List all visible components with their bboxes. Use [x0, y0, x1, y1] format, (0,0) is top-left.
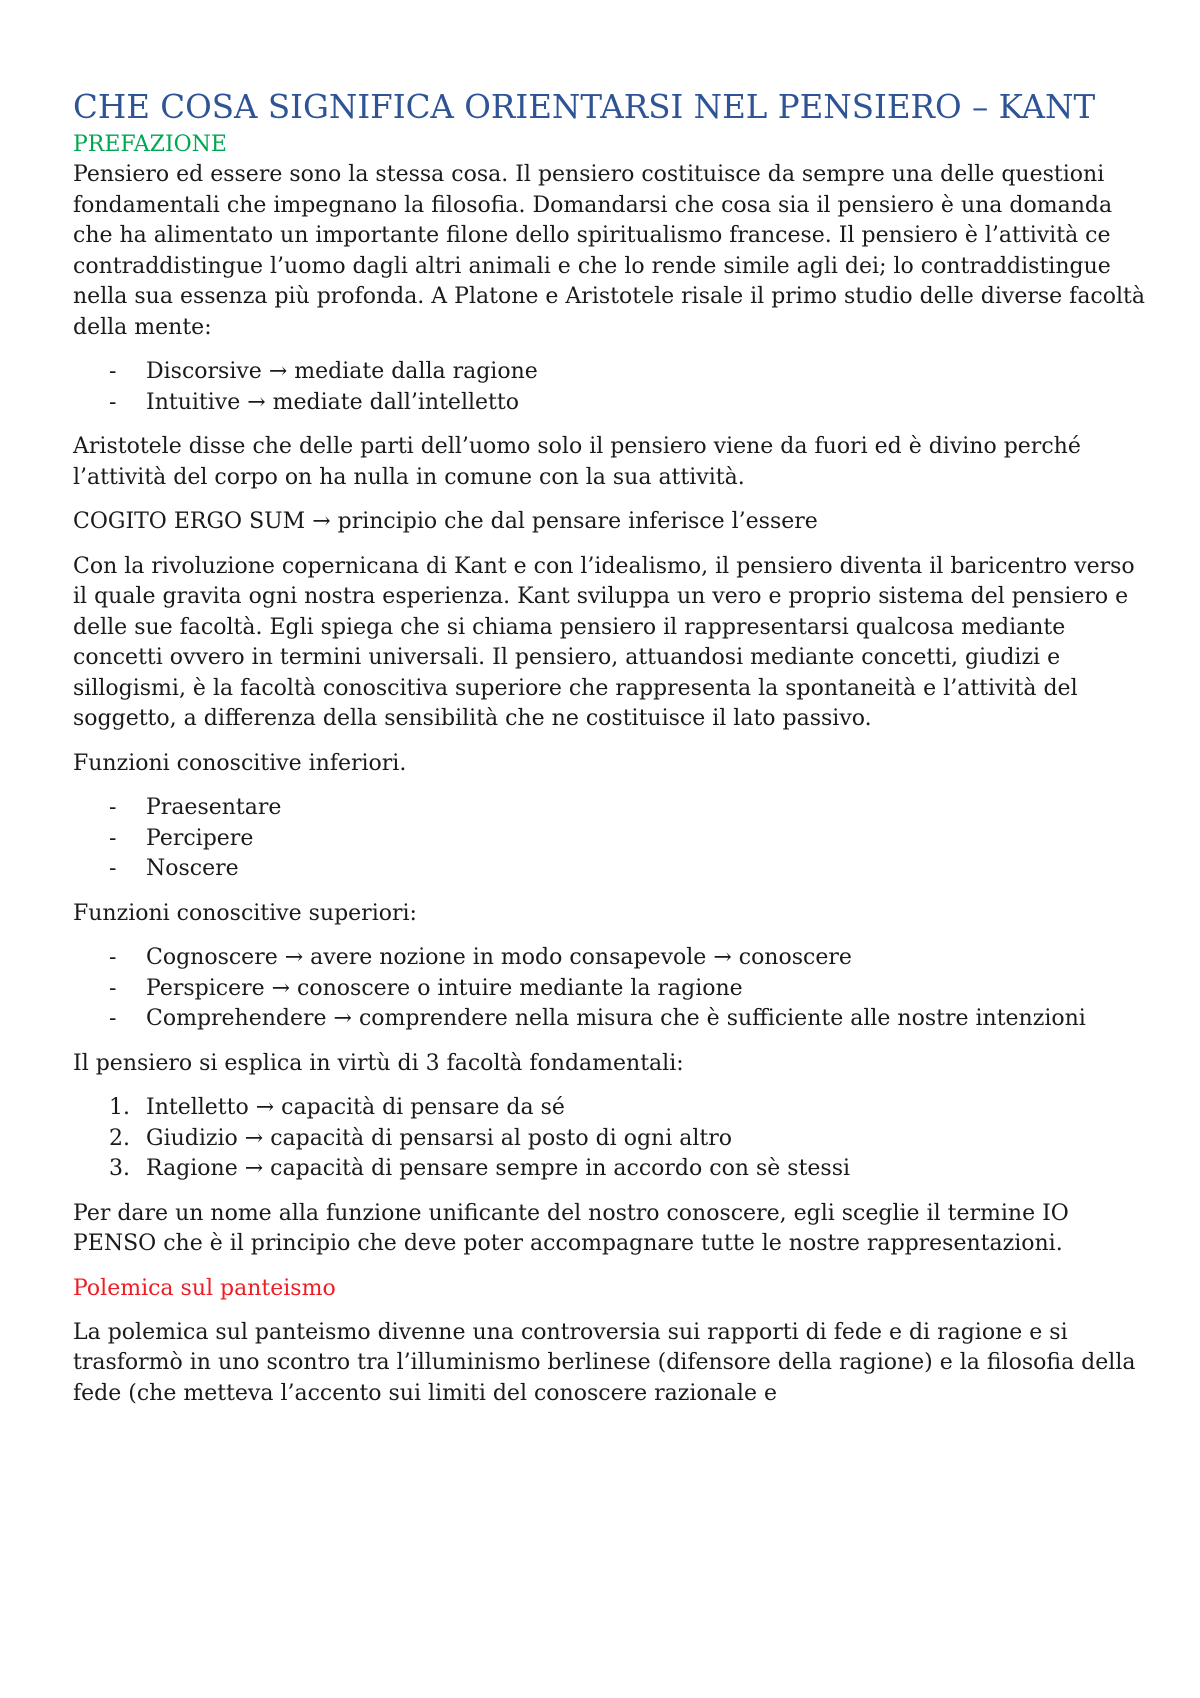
section-heading-polemica: Polemica sul panteismo	[73, 1275, 336, 1301]
paragraph: La polemica sul panteismo divenne una controversia sui rapporti di fede e di ragione e si trasformò in uno scontro tra l’illuminismo berlinese (difensore della ragione) e la filosofia della fede (che metteva l’accento sui limiti del conoscere razionale e	[73, 1319, 1136, 1406]
list-item: - Cognoscere → avere nozione in modo consapevole → conoscere	[73, 943, 1148, 974]
dash-marker: -	[109, 795, 117, 820]
paragraph: Pensiero ed essere sono la stessa cosa. Il pensiero costituisce da sempre una delle questioni fondamentali che impegnano la filosofia. Domandarsi che cosa sia il pensiero è una domanda che ha alimentato un importante filone dello spiritualismo francese. Il pensiero è l’attività ce contraddistingue l’uomo dagli altri animali e che lo rende simile agli dei; lo contraddistingue nella sua essenza più profonda. A Platone e Aristotele risale il primo studio delle diverse facoltà della mente:	[73, 162, 1145, 340]
paragraph: Con la rivoluzione copernicana di Kant e con l’idealismo, il pensiero diventa il baricentro verso il quale gravita ogni nostra esperienza. Kant sviluppa un vero e proprio sistema del pensiero e delle sue facoltà. Egli spiega che si chiama pensiero il rappresentarsi qualcosa mediante concetti ovvero in termini universali. Il pensiero, attuandosi mediante concetti, giudizi e sillogismi, è la facoltà conoscitiva superiore che rappresenta la spontaneità e l’attività del soggetto, a differenza della sensibilità che ne costituisce il lato passivo.	[73, 553, 1135, 731]
list-item: 1. Intelletto → capacità di pensare da sé	[73, 1093, 1148, 1124]
list-item: - Discorsive → mediate dalla ragione	[73, 357, 1148, 388]
list-item: - Perspicere → conoscere o intuire mediante la ragione	[73, 974, 1148, 1005]
number-marker: 1.	[109, 1095, 130, 1120]
list-item: - Praesentare	[73, 793, 1148, 824]
bullet-list	[73, 793, 1148, 885]
bullet-list	[73, 943, 1148, 1035]
dash-marker: -	[109, 389, 117, 415]
dash-marker: -	[109, 359, 117, 384]
numbered-list	[73, 1093, 1148, 1185]
list-item: - Noscere	[73, 854, 1148, 885]
dash-marker: -	[109, 945, 117, 970]
paragraph: Aristotele disse che delle parti dell’uomo solo il pensiero viene da fuori ed è divino perché l’attività del corpo on ha nulla in comune con la sua attività.	[73, 434, 1081, 490]
paragraph: Funzioni conoscitive superiori:	[73, 900, 417, 926]
paragraph: COGITO ERGO SUM → principio che dal pensare inferisce l’essere	[73, 509, 818, 534]
list-item: 2. Giudizio → capacità di pensarsi al posto di ogni altro	[73, 1124, 1148, 1155]
paragraph: Per dare un nome alla funzione unificante del nostro conoscere, egli sceglie il termine IO PENSO che è il principio che deve poter accompagnare tutte le nostre rappresentazioni.	[73, 1200, 1069, 1256]
bullet-list	[73, 357, 1148, 418]
dash-marker: -	[109, 825, 117, 851]
dash-marker: -	[109, 1006, 117, 1031]
list-item: - Intuitive → mediate dall’intelletto	[73, 388, 1148, 419]
list-item: 3. Ragione → capacità di pensare sempre in accordo con sè stessi	[73, 1154, 1148, 1185]
list-item: - Percipere	[73, 824, 1148, 855]
list-item: - Comprehendere → comprendere nella misura che è sufficiente alle nostre intenzioni	[73, 1004, 1148, 1035]
dash-marker: -	[109, 975, 117, 1001]
document-page	[73, 86, 1148, 1423]
document-title: CHE COSA SIGNIFICA ORIENTARSI NEL PENSIERO – KANT	[73, 88, 1096, 126]
number-marker: 3.	[109, 1156, 130, 1181]
paragraph: Funzioni conoscitive inferiori.	[73, 750, 407, 776]
number-marker: 2.	[109, 1125, 130, 1151]
dash-marker: -	[109, 856, 117, 881]
section-heading-prefazione: PREFAZIONE	[73, 132, 227, 157]
paragraph: Il pensiero si esplica in virtù di 3 facoltà fondamentali:	[73, 1050, 684, 1076]
